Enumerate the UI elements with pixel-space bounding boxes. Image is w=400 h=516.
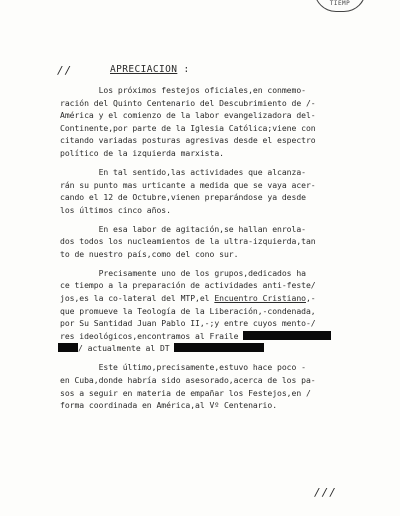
text-line: político de la izquierda marxista. bbox=[60, 147, 224, 158]
text-line: ración del Quinto Centenario del Descubrimiento de /- bbox=[60, 97, 316, 108]
redaction-bar bbox=[174, 343, 264, 352]
text-line: Los próximos festejos oficiales,en conmemo- bbox=[60, 85, 306, 95]
archive-stamp: TIEMP bbox=[314, 0, 366, 12]
text-line: en Cuba,donde habría sido asesorado,acerca de los pa- bbox=[60, 375, 316, 386]
text-fragment: res ideológicos,encontramos al Fraile bbox=[60, 330, 244, 341]
text-line: que promueve la Teología de la Liberación,-condenada, bbox=[60, 305, 316, 316]
underlined-name: Encuentro Cristiano bbox=[214, 293, 306, 304]
text-line: cando el 12 de Octubre,vienen preparándose ya desde bbox=[60, 192, 306, 203]
text-fragment: jos,es la co-lateral del MTP,el bbox=[60, 293, 215, 304]
text-line: dos todos los nucleamientos de la ultra-izquierda,tan bbox=[60, 236, 316, 247]
text-line: los últimos cinco años. bbox=[60, 204, 171, 215]
text-line: por Su Santidad Juan Pablo II,-;y entre cuyos mento-/ bbox=[60, 318, 316, 329]
text-line: Precisamente uno de los grupos,dedicados ha bbox=[60, 267, 306, 278]
text-line: rán su punto mas urticante a medida que se vaya acer- bbox=[60, 179, 316, 190]
heading-title: APRECIACION bbox=[110, 64, 178, 75]
text-line bbox=[60, 342, 360, 355]
text-line: Continente,por parte de la Iglesia Católica;viene con bbox=[60, 122, 316, 133]
document-body bbox=[60, 84, 360, 412]
text-line: to de nuestro país,como del cono sur. bbox=[60, 248, 239, 259]
end-mark: /// bbox=[314, 486, 337, 499]
text-fragment: ,- bbox=[305, 293, 316, 304]
text-line: En tal sentido,las actividades que alcanza- bbox=[60, 166, 306, 177]
text-line bbox=[60, 292, 360, 305]
redaction-bar bbox=[243, 331, 331, 340]
redaction-bar bbox=[58, 343, 78, 352]
text-line: citando variadas posturas agresivas desde el espectro bbox=[60, 135, 316, 146]
heading-colon: : bbox=[183, 64, 190, 75]
text-line: En esa labor de agitación,se hallan enrola- bbox=[60, 223, 306, 234]
section-heading bbox=[110, 64, 190, 75]
text-line: Este último,precisamente,estuvo hace poco - bbox=[60, 362, 306, 373]
text-line: forma coordinada en América,al Vº Centenario. bbox=[60, 400, 278, 411]
text-line: América y el comienzo de la labor evangelizadora del- bbox=[60, 110, 316, 121]
text-line bbox=[60, 330, 360, 343]
header-mark: // bbox=[57, 64, 73, 77]
text-line: sos a seguir en materia de empañar los Festejos,en / bbox=[60, 387, 311, 398]
text-fragment: / actualmente al DT bbox=[78, 343, 175, 354]
text-line: ce tiempo a la preparación de actividades anti-feste/ bbox=[60, 280, 316, 291]
